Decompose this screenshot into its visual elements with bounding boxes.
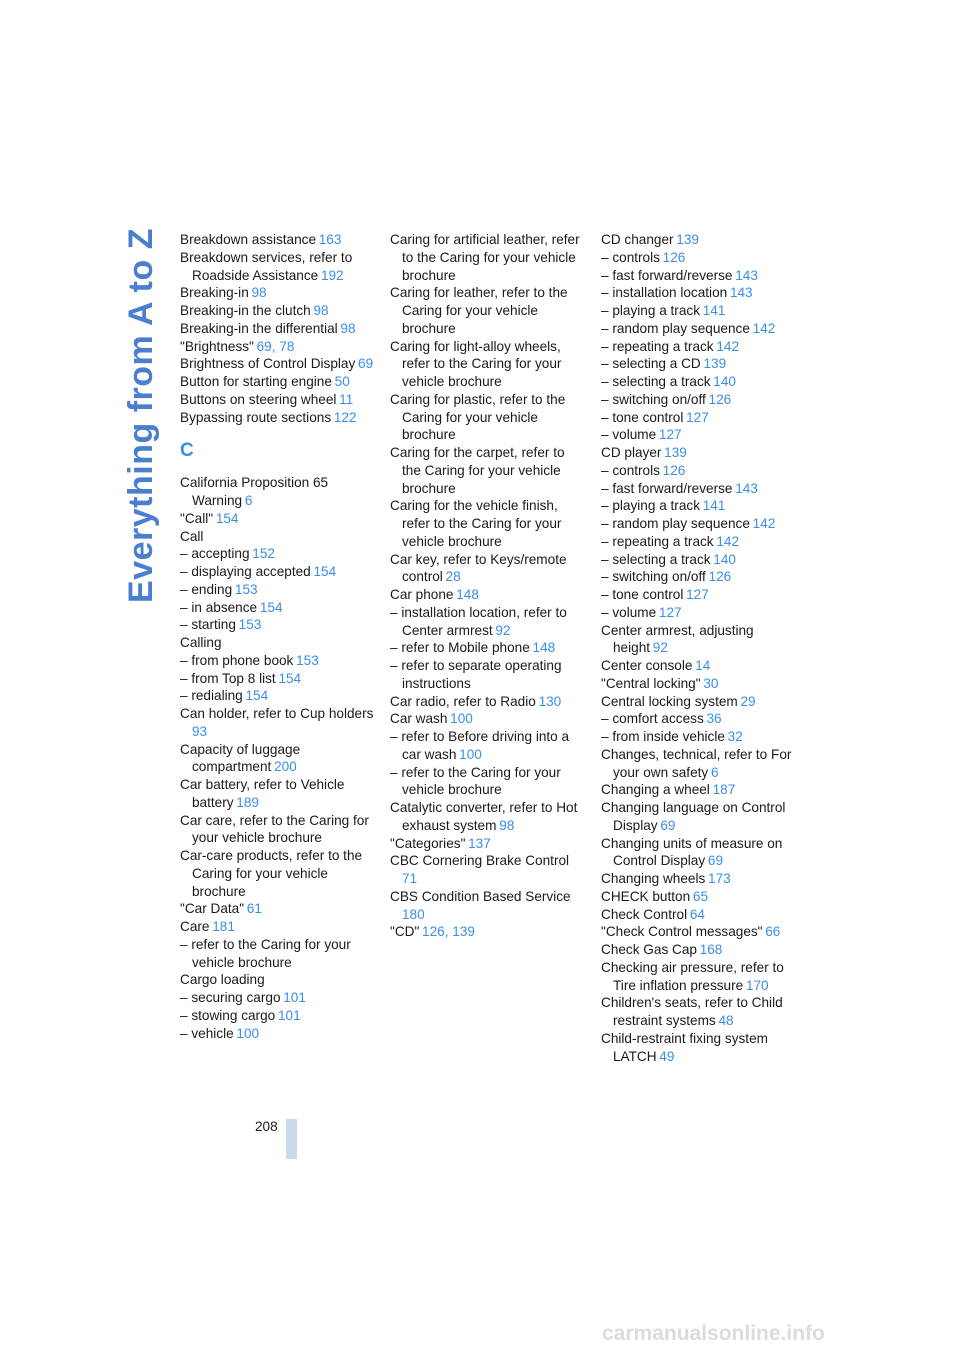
index-entry <box>601 284 796 302</box>
index-entry-text: – ending <box>180 581 233 597</box>
index-entry <box>390 852 585 888</box>
index-entry <box>601 320 796 338</box>
index-entry <box>601 710 796 728</box>
index-entry-text: – controls <box>601 249 660 265</box>
index-entry-text: Children's seats, refer to Child restraint systems <box>601 995 783 1028</box>
index-entry-text: – fast forward/reverse <box>601 267 733 283</box>
page-reference-link[interactable]: 154 <box>215 510 239 526</box>
index-entry-text: – fast forward/reverse <box>601 480 733 496</box>
index-entry <box>390 391 585 444</box>
index-entry-text: – refer to the Caring for your vehicle brochure <box>390 764 561 798</box>
page-reference-link[interactable]: 78 <box>279 338 295 354</box>
index-entry <box>390 284 585 337</box>
index-entry-text: Changes, technical, refer to For your own safety <box>601 746 792 780</box>
index-entry <box>601 355 796 373</box>
index-entry-text: – random play sequence <box>601 516 750 531</box>
index-entry <box>180 918 380 936</box>
index-entry <box>180 528 380 546</box>
page-reference-link[interactable]: 92 <box>652 640 668 656</box>
index-entry-text: – controls <box>601 462 660 478</box>
index-entry <box>601 657 796 675</box>
page-reference-link[interactable]: 142 <box>716 533 740 549</box>
index-entry <box>180 812 380 848</box>
index-entry <box>601 835 796 871</box>
index-entry <box>601 604 796 622</box>
index-entry <box>180 302 380 320</box>
index-entry <box>390 888 585 924</box>
index-entry <box>180 900 380 918</box>
index-entry-text: "Categories" <box>390 835 466 851</box>
page-reference-link[interactable]: 181 <box>212 919 235 934</box>
page-reference-link[interactable]: 130 <box>538 693 562 709</box>
page-reference-link[interactable]: 127 <box>686 409 709 425</box>
page-reference-link[interactable]: 98 <box>251 285 267 301</box>
page-reference-link[interactable]: 154 <box>313 564 337 579</box>
index-entry-text: Changing a wheel <box>601 782 710 798</box>
page-reference-link[interactable]: 142 <box>752 320 776 336</box>
index-entry <box>601 444 796 462</box>
index-entry <box>601 391 796 409</box>
page-reference-link[interactable]: 152 <box>252 546 275 562</box>
page-reference-link[interactable]: 98 <box>340 320 356 336</box>
index-entry-text: – from phone book <box>180 652 294 668</box>
page-reference-link[interactable]: 69 <box>660 817 676 833</box>
index-entry-text: CHECK button <box>601 888 691 904</box>
index-entry <box>601 888 796 906</box>
page-reference-link[interactable]: 168 <box>699 942 723 957</box>
index-entry-text: Breakdown services, refer to Roadside Assistance <box>180 249 353 283</box>
index-entry-text: – selecting a CD <box>601 356 701 372</box>
page-reference-link[interactable]: 69 <box>707 853 724 869</box>
index-entry <box>180 373 380 391</box>
page-reference-link[interactable]: 69 <box>256 338 272 354</box>
index-entry <box>601 515 796 533</box>
page-reference-link[interactable]: 98 <box>499 817 515 833</box>
index-entry <box>180 231 380 249</box>
index-entry-text: – installation location, refer to Center armrest <box>390 604 567 638</box>
index-entry <box>180 687 380 705</box>
index-entry-text: CBS Condition Based Service <box>390 888 571 904</box>
page-reference-link[interactable]: 92 <box>495 622 511 638</box>
page-reference-link[interactable]: 139 <box>452 924 475 940</box>
page-reference-link[interactable]: 100 <box>459 746 482 762</box>
index-entry-text: Central locking system <box>601 693 738 709</box>
page-reference-link[interactable]: 32 <box>727 729 743 744</box>
index-entry-text: Check Control <box>601 906 688 922</box>
index-entry <box>601 426 796 444</box>
index-entry <box>390 338 585 391</box>
index-entry <box>390 639 585 657</box>
index-entry-text: – repeating a track <box>601 338 714 354</box>
page-number: 208 <box>255 1119 278 1134</box>
index-entry <box>601 267 796 285</box>
index-entry-text: Car phone <box>390 587 454 602</box>
index-entry <box>601 959 796 995</box>
page-reference-link[interactable]: 140 <box>713 374 736 389</box>
page-reference-link[interactable]: 28 <box>445 569 461 585</box>
page-reference-link[interactable]: 139 <box>703 356 727 372</box>
index-entry-text: Breaking-in the differential <box>180 320 338 336</box>
index-entry-text: Caring for leather, refer to the Caring for your vehicle brochure <box>390 285 568 336</box>
index-entry-text: "CD" <box>390 924 420 940</box>
index-entry <box>180 338 380 356</box>
page-reference-link[interactable]: 122 <box>333 409 357 425</box>
index-entry-text: Button for starting engine <box>180 374 332 389</box>
index-entry <box>180 776 380 812</box>
index-entry <box>601 781 796 799</box>
index-entry <box>390 586 585 604</box>
index-entry-text: – playing a track <box>601 303 700 318</box>
index-entry-text: Car radio, refer to Radio <box>390 693 536 709</box>
index-entry-text: Cargo loading <box>180 972 265 988</box>
page-reference-link[interactable]: 11 <box>339 391 354 407</box>
index-entry-text: – installation location <box>601 285 728 301</box>
page-reference-link[interactable]: 98 <box>313 303 329 318</box>
index-entry-text: "Car Data" <box>180 901 245 917</box>
page-reference-link[interactable]: 163 <box>318 232 342 247</box>
index-entry <box>390 231 585 284</box>
index-entry <box>180 581 380 599</box>
index-entry <box>601 799 796 835</box>
index-entry <box>601 586 796 604</box>
index-entry <box>601 994 796 1030</box>
page-reference-link[interactable]: 69 <box>358 356 374 372</box>
index-entry-text: Changing language on Control Display <box>601 800 786 833</box>
page-reference-link[interactable]: 153 <box>238 617 262 633</box>
index-entry <box>601 409 796 427</box>
index-entry <box>180 409 380 427</box>
index-entry-text: Changing wheels <box>601 871 706 886</box>
page-reference-link[interactable]: 101 <box>283 990 306 1005</box>
index-entry <box>601 480 796 498</box>
index-entry <box>180 510 380 528</box>
page-reference-link[interactable]: 127 <box>686 587 709 602</box>
page-reference-link[interactable]: 143 <box>735 267 758 283</box>
index-entry-text: Caring for the vehicle finish, refer to the Caring for your vehicle brochure <box>390 498 562 549</box>
index-entry-text: Caring for artificial leather, refer to the Caring for your vehicle brochure <box>390 232 580 283</box>
index-entry-text: Catalytic converter, refer to Hot exhaust system <box>390 800 578 833</box>
watermark: carmanualsonline.info <box>602 1322 825 1345</box>
index-entry-text: Call <box>180 528 204 544</box>
page-reference-link[interactable]: 192 <box>320 267 344 283</box>
index-entry-text: – in absence <box>180 599 258 615</box>
index-entry-text: Care <box>180 919 210 934</box>
index-entry-text: CBC Cornering Brake Control <box>390 853 570 869</box>
index-entry-text: Breakdown assistance <box>180 232 317 247</box>
page-reference-link[interactable]: 139 <box>676 232 699 247</box>
index-entry-text: – refer to Mobile phone <box>390 640 530 656</box>
index-entry <box>601 231 796 249</box>
index-entry <box>601 728 796 746</box>
page-reference-link[interactable]: 139 <box>664 445 687 460</box>
index-entry <box>390 764 585 800</box>
page-reference-link[interactable]: 126 <box>708 391 732 407</box>
index-entry <box>180 616 380 634</box>
index-entry <box>601 941 796 959</box>
index-entry-text: Car care, refer to the Caring for your vehicle brochure <box>180 812 369 846</box>
page-reference-link[interactable]: 141 <box>702 303 726 318</box>
index-entry <box>601 462 796 480</box>
index-entry-text: – tone control <box>601 409 684 425</box>
index-entry-text: Brightness of Control Display <box>180 356 356 372</box>
index-entry-text: Caring for light-alloy wheels, refer to the Caring for your vehicle brochure <box>390 338 562 389</box>
index-entry <box>601 746 796 782</box>
index-entry-text: Checking air pressure, refer to Tire inflation pressure <box>601 959 784 993</box>
index-entry-text: "Check Control messages" <box>601 924 763 940</box>
index-entry <box>390 693 585 711</box>
index-entry-text: California Proposition 65 Warning <box>180 475 329 508</box>
index-letter-heading: C <box>180 440 194 462</box>
index-entry <box>180 391 380 409</box>
page-reference-link[interactable]: 71 <box>402 871 418 886</box>
index-entry-text: Car-care products, refer to the Caring for your vehicle brochure <box>180 848 363 899</box>
index-entry <box>601 870 796 888</box>
page-reference-link[interactable]: 143 <box>729 285 753 301</box>
index-entry <box>601 906 796 924</box>
index-entry-text: Center console <box>601 658 693 673</box>
page-reference-link[interactable]: 137 <box>468 835 491 851</box>
index-entry <box>601 373 796 391</box>
index-entry-text: Car battery, refer to Vehicle battery <box>180 777 345 810</box>
index-entry-text: Buttons on steering wheel <box>180 391 337 407</box>
page-reference-link[interactable]: 100 <box>450 711 473 727</box>
index-entry <box>180 284 380 302</box>
page-reference-link[interactable]: 93 <box>192 723 208 739</box>
index-entry-text: – switching on/off <box>601 391 706 407</box>
index-entry-text: Capacity of luggage compartment <box>180 741 301 775</box>
page-reference-link[interactable]: 170 <box>745 977 769 993</box>
index-entry <box>601 533 796 551</box>
index-entry <box>390 710 585 728</box>
page-reference-link[interactable]: 180 <box>402 906 425 922</box>
index-entry-text: – selecting a track <box>601 551 711 567</box>
index-entry-text: CD changer <box>601 232 674 247</box>
index-entry <box>180 705 380 741</box>
index-entry-text: Check Gas Cap <box>601 942 697 957</box>
page-reference-link[interactable]: 126 <box>662 462 686 478</box>
page-reference-link[interactable]: 61 <box>246 901 262 917</box>
section-side-title: Everything from A to Z <box>122 228 160 603</box>
index-entry-text: – comfort access <box>601 711 704 727</box>
page-reference-link[interactable]: 173 <box>708 871 731 886</box>
index-entry-text: – repeating a track <box>601 533 714 549</box>
index-entry-text: – volume <box>601 427 657 443</box>
index-entry <box>601 622 796 658</box>
index-entry <box>180 1007 380 1025</box>
index-entry-text: – vehicle <box>180 1025 234 1041</box>
page-reference-link[interactable]: 200 <box>274 759 297 775</box>
index-entry-text: – refer to Before driving into a car wash <box>390 729 570 762</box>
page-reference-link[interactable]: 101 <box>277 1007 301 1023</box>
page-reference-link[interactable]: 29 <box>740 693 756 709</box>
index-entry-text: "Call" <box>180 510 214 526</box>
index-entry <box>180 971 380 989</box>
index-entry-text: Breaking-in the clutch <box>180 303 311 318</box>
index-entry <box>601 497 796 515</box>
page-marker-bar <box>286 1119 297 1159</box>
page-reference-link[interactable]: 140 <box>713 551 736 567</box>
index-entry-text: – stowing cargo <box>180 1007 276 1023</box>
index-entry <box>180 355 380 373</box>
index-entry-text: Child-restraint fixing system LATCH <box>601 1030 768 1064</box>
index-entry <box>180 545 380 563</box>
page-reference-link[interactable]: 127 <box>658 427 682 443</box>
page-reference-link[interactable]: 65 <box>692 888 709 904</box>
index-entry-text: Changing units of measure on Control Display <box>601 835 783 869</box>
index-entry <box>390 444 585 497</box>
index-entry <box>180 936 380 972</box>
index-entry <box>390 604 585 640</box>
index-entry <box>180 652 380 670</box>
index-entry <box>601 338 796 356</box>
index-entry-text: – refer to separate operating instructions <box>390 658 562 691</box>
page-reference-link[interactable]: 127 <box>658 604 682 620</box>
index-entry <box>601 675 796 693</box>
index-entry-text: "Central locking" <box>601 675 701 691</box>
page-reference-link[interactable]: 154 <box>245 688 269 704</box>
index-entry-text: Car key, refer to Keys/remote control <box>390 551 567 585</box>
index-entry-text: – from Top 8 list <box>180 670 276 686</box>
index-entry <box>180 1025 380 1043</box>
page-reference-link[interactable]: 153 <box>296 652 319 668</box>
index-entry <box>180 599 380 617</box>
page-reference-link[interactable]: 154 <box>259 599 283 615</box>
page-reference-link[interactable]: 142 <box>752 516 776 531</box>
index-entry <box>390 835 585 853</box>
index-entry-text: – accepting <box>180 546 250 562</box>
page-reference-link[interactable]: 189 <box>236 794 259 810</box>
index-entry <box>180 474 380 510</box>
index-entry <box>601 1030 796 1066</box>
index-entry-text: – redialing <box>180 688 243 704</box>
page-reference-link[interactable]: 126 <box>708 569 732 585</box>
page-ref-separator: , <box>271 338 280 354</box>
page-reference-link[interactable]: 148 <box>456 587 479 602</box>
index-entry-text: Breaking-in <box>180 285 249 301</box>
page-reference-link[interactable]: 66 <box>765 924 781 940</box>
index-entry <box>390 923 585 941</box>
page-reference-link[interactable]: 141 <box>702 498 726 514</box>
index-entry-text: – volume <box>601 604 657 620</box>
index-entry-text: Caring for the carpet, refer to the Caring for your vehicle brochure <box>390 445 565 496</box>
index-entry <box>601 568 796 586</box>
page-reference-link[interactable]: 100 <box>236 1025 260 1041</box>
page-reference-link[interactable]: 153 <box>234 581 258 597</box>
index-entry-text: CD player <box>601 445 662 460</box>
page-reference-link[interactable]: 6 <box>710 764 719 780</box>
index-entry <box>180 634 380 652</box>
page-ref-separator: , <box>444 924 453 940</box>
page-reference-link[interactable]: 126 <box>662 249 686 265</box>
index-entry-text: – refer to the Caring for your vehicle brochure <box>180 936 351 970</box>
index-entry <box>390 657 585 693</box>
index-entry-text: – starting <box>180 617 236 633</box>
index-entry-text: Bypassing route sections <box>180 409 332 425</box>
page-reference-link[interactable]: 143 <box>735 480 758 496</box>
index-entry-text: – switching on/off <box>601 569 706 585</box>
index-entry <box>390 551 585 587</box>
index-entry <box>390 497 585 550</box>
index-entry-text: – selecting a track <box>601 374 711 389</box>
page-reference-link[interactable]: 142 <box>716 338 740 354</box>
index-entry <box>180 741 380 777</box>
page-reference-link[interactable]: 49 <box>659 1048 675 1064</box>
index-entry-text: Car wash <box>390 711 448 727</box>
index-entry <box>601 693 796 711</box>
index-entry-text: Can holder, refer to Cup holders <box>180 706 374 721</box>
index-entry-text: – tone control <box>601 587 684 602</box>
index-entry-text: – securing cargo <box>180 990 281 1005</box>
index-entry <box>390 728 585 764</box>
index-entry <box>601 923 796 941</box>
index-entry-text: – displaying accepted <box>180 564 311 579</box>
index-entry <box>390 799 585 835</box>
index-column-2 <box>390 231 585 941</box>
index-entry <box>601 302 796 320</box>
index-column-3 <box>601 231 796 1065</box>
index-entry <box>601 551 796 569</box>
page-reference-link[interactable]: 187 <box>712 782 736 798</box>
index-entry <box>601 249 796 267</box>
page-reference-link[interactable]: 48 <box>718 1013 734 1028</box>
index-entry <box>180 249 380 285</box>
index-entry <box>180 320 380 338</box>
index-entry-text: – playing a track <box>601 498 700 514</box>
page-reference-link[interactable]: 6 <box>244 493 253 508</box>
page-reference-link[interactable]: 64 <box>689 906 705 922</box>
page-reference-link[interactable]: 148 <box>532 640 556 656</box>
index-entry-text: – from inside vehicle <box>601 729 725 744</box>
page-reference-link[interactable]: 126 <box>422 924 445 940</box>
page-reference-link[interactable]: 50 <box>334 374 350 389</box>
index-column-1 <box>180 231 380 1042</box>
index-entry-text: Caring for plastic, refer to the Caring for your vehicle brochure <box>390 391 566 443</box>
index-entry <box>180 847 380 900</box>
page-reference-link[interactable]: 36 <box>706 711 722 727</box>
page-reference-link[interactable]: 30 <box>703 675 719 691</box>
index-entry-text: – random play sequence <box>601 320 750 336</box>
index-entry-text: Calling <box>180 635 222 650</box>
page-reference-link[interactable]: 154 <box>278 670 302 686</box>
index-entry-text: Center armrest, adjusting height <box>601 622 754 656</box>
index-entry <box>180 670 380 688</box>
page-reference-link[interactable]: 14 <box>695 658 711 673</box>
index-entry <box>180 989 380 1007</box>
index-entry <box>180 563 380 581</box>
index-entry-text: "Brightness" <box>180 338 254 354</box>
